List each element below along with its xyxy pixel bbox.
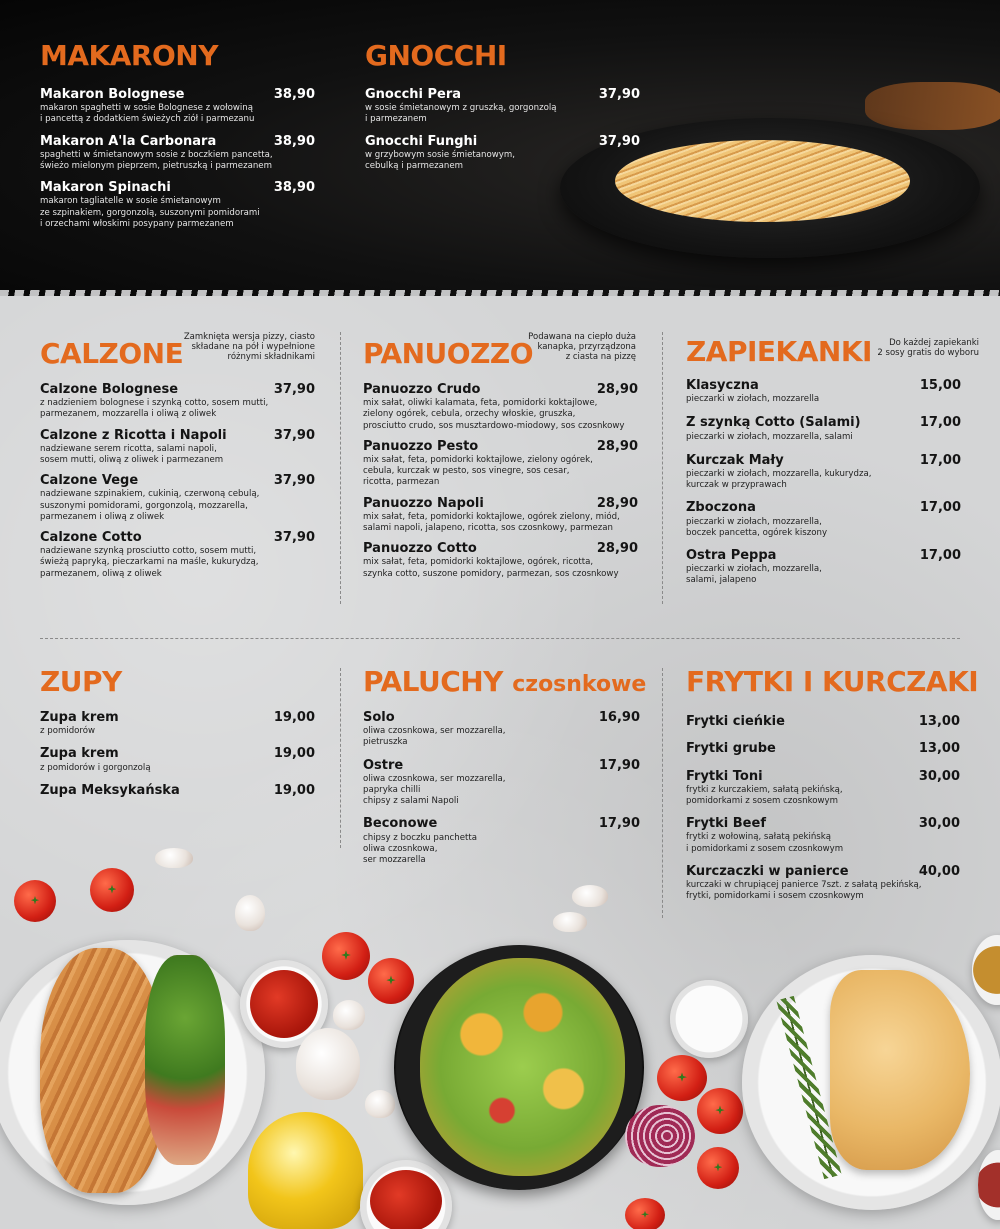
menu-item — [686, 378, 961, 405]
garlic-image — [333, 1000, 365, 1030]
menu-item — [365, 134, 640, 173]
item-price: 13,00 — [918, 714, 960, 729]
menu-item — [686, 769, 960, 808]
tomato-image — [697, 1088, 743, 1134]
item-description: z pomidorów i gorgonzolą — [40, 762, 151, 773]
menu-item — [363, 816, 640, 866]
item-name: Makaron Spinachi — [40, 180, 171, 196]
item-name: Calzone Cotto — [40, 529, 142, 545]
section-makarony — [40, 39, 315, 230]
item-name: Panuozzo Cotto — [363, 541, 477, 557]
column-divider — [662, 668, 663, 918]
section-calzone — [40, 332, 315, 580]
row-divider — [40, 638, 960, 639]
section-panuozzo — [363, 332, 638, 580]
item-price: 38,90 — [273, 133, 315, 149]
menu-item — [686, 548, 961, 587]
onion-image — [625, 1105, 695, 1167]
section-title: GNOCCHI — [365, 39, 507, 72]
tomato-image — [90, 868, 134, 912]
item-price: 28,90 — [596, 438, 638, 454]
item-description: z pomidorów — [40, 726, 96, 737]
section-gnocchi — [365, 39, 640, 172]
item-name: Makaron A'la Carbonara — [40, 133, 217, 149]
item-name: Frytki Toni — [686, 768, 763, 784]
menu-item — [686, 714, 960, 730]
column-divider — [662, 332, 663, 604]
cream-bowl-image — [670, 980, 748, 1058]
menu-item — [40, 180, 315, 230]
menu-item — [40, 783, 315, 799]
tomato-image — [14, 880, 56, 922]
item-name: Klasyczna — [686, 378, 759, 393]
item-description: nadziewane serem ricotta, salami napoli, sosem mutti, oliwą z oliwek i parmezanem — [40, 443, 224, 466]
item-price: 28,90 — [596, 541, 638, 557]
item-price: 37,90 — [598, 87, 640, 102]
menu-item — [686, 500, 961, 539]
menu-item — [363, 758, 640, 808]
item-description: w grzybowym sosie śmietanowym, cebulką i parmezanem — [365, 149, 515, 172]
item-price: 37,90 — [273, 382, 315, 397]
item-description: pieczarki w ziołach, mozzarella, boczek pancetta, ogórek kiszony — [686, 516, 828, 538]
item-name: Zupa krem — [40, 710, 119, 725]
menu-item — [686, 864, 960, 903]
section-title: CALZONE — [40, 337, 184, 370]
section-title: PANUOZZO — [363, 337, 534, 370]
tomato-image — [625, 1198, 665, 1229]
item-name: Panuozzo Crudo — [363, 382, 481, 397]
item-name: Makaron Bolognese — [40, 87, 185, 102]
item-description: kurczaki w chrupiącej panierce 7szt. z sałatą pekińską, frytki, pomidorkami i sosem czosnkowym — [686, 879, 922, 902]
menu-item — [686, 415, 961, 442]
item-name: Beconowe — [363, 816, 438, 832]
section-note: Zamknięta wersja pizzy, ciasto składane na pół i wypełnione różnymi składnikami — [183, 332, 315, 363]
section-title: MAKARONY — [40, 39, 218, 72]
item-price: 17,00 — [919, 500, 961, 516]
item-description: makaron spaghetti w sosie Bolognese z wołowiną i pancettą z dodatkiem świeżych ziół i parmezanu — [40, 103, 255, 125]
olive-oil-image — [248, 1112, 363, 1229]
section-title: FRYTKI I KURCZAKI — [686, 665, 979, 698]
item-name: Zupa Meksykańska — [40, 782, 180, 798]
item-name: Z szynką Cotto (Salami) — [686, 415, 861, 431]
garlic-image — [572, 885, 608, 907]
menu-item — [686, 816, 960, 855]
menu-item — [40, 746, 315, 773]
menu-item — [363, 439, 638, 489]
section-zupy — [40, 665, 315, 799]
section-frytki — [686, 665, 979, 902]
section-note: Do każdej zapiekanki 2 sosy gratis do wyboru — [877, 338, 979, 359]
column-divider — [340, 668, 341, 848]
menu-item — [363, 496, 638, 535]
section-zapiekanki — [686, 335, 979, 587]
item-name: Calzone Vege — [40, 473, 139, 489]
sandwich-filling-image — [145, 955, 225, 1165]
item-name: Gnocchi Funghi — [365, 133, 478, 149]
item-price: 15,00 — [919, 378, 961, 393]
item-description: nadziewane szpinakiem, cukinią, czerwoną cebulą, suszonymi pomidorami, gorgonzolą, mozzarella, parmezanem i oliwą z oliwek — [40, 489, 260, 522]
item-description: spaghetti w śmietanowym sosie z boczkiem pancetta, świeżo mielonym pieprzem, pietruszką i parmezanem — [40, 149, 273, 172]
item-price: 17,90 — [598, 757, 640, 773]
section-note: Podawana na ciepło duża kanapka, przyrządzona z ciasta na pizzę — [528, 332, 636, 363]
item-name: Calzone z Ricotta i Napoli — [40, 427, 227, 443]
item-price: 19,00 — [273, 746, 315, 762]
item-price: 19,00 — [273, 710, 315, 725]
item-name: Panuozzo Napoli — [363, 495, 484, 511]
item-description: pieczarki w ziołach, mozzarella, salami — [686, 431, 853, 442]
item-description: nadziewane szynką prosciutto cotto, sosem mutti, świeżą papryką, pieczarkami na maśle, kukurydzą, parmezanem, oliwą z oliwek — [40, 546, 259, 579]
tomato-image — [697, 1147, 739, 1189]
menu-item — [363, 382, 638, 432]
item-price: 38,90 — [273, 87, 315, 102]
item-description: pieczarki w ziołach, mozzarella, kukurydza, kurczak w przyprawach — [686, 469, 872, 491]
tomato-image — [368, 958, 414, 1004]
menu-item — [40, 134, 315, 173]
garlic-image — [365, 1090, 395, 1118]
section-title-sub: czosnkowe — [512, 672, 647, 697]
item-name: Calzone Bolognese — [40, 382, 179, 397]
item-description: oliwa czosnkowa, ser mozzarella, papryka chilli chipsy z salami Napoli — [363, 773, 506, 807]
item-price: 17,00 — [919, 415, 961, 431]
menu-item — [40, 710, 315, 737]
item-description: makaron tagliatelle w sosie śmietanowym ze szpinakiem, gorgonzolą, suszonymi pomidorami i orzechami włoskimi posypany parmezanem — [40, 196, 260, 229]
garlic-image — [235, 895, 265, 931]
item-name: Zupa krem — [40, 746, 119, 762]
item-description: pieczarki w ziołach, mozzarella — [686, 394, 820, 405]
item-name: Kurczak Mały — [686, 452, 784, 468]
item-price: 38,90 — [273, 180, 315, 196]
tomato-image — [657, 1055, 707, 1101]
section-paluchy — [363, 665, 647, 866]
garlic-image — [553, 912, 587, 932]
item-name: Solo — [363, 710, 395, 725]
item-description: mix sałat, feta, pomidorki koktajlowe, ogórek zielony, miód, salami napoli, jalapeno, ricotta, sos czosnkowy, parmezan — [363, 511, 620, 533]
item-description: z nadzieniem bolognese i szynką cotto, sosem mutti, parmezanem, mozzarella i oliwą z oliwek — [40, 398, 269, 420]
item-description: chipsy z boczku panchetta oliwa czosnkowa, ser mozzarella — [363, 832, 478, 865]
item-description: mix sałat, feta, pomidorki koktajlowe, ogórek, ricotta, szynka cotto, suszone pomidory, parmezan, sos czosnkowy — [363, 557, 619, 579]
menu-item — [40, 473, 315, 523]
item-description: frytki z wołowiną, sałatą pekińską i pomidorkami z sosem czosnkowym — [686, 832, 844, 854]
bread-board-image — [865, 82, 1000, 130]
item-price: 37,90 — [598, 133, 640, 149]
menu-item — [40, 382, 315, 421]
menu-item — [686, 741, 960, 757]
item-price: 37,90 — [273, 473, 315, 489]
item-name: Ostre — [363, 757, 404, 773]
item-price: 16,90 — [598, 710, 640, 725]
item-description: frytki z kurczakiem, sałatą pekińską, pomidorkami z sosem czosnkowym — [686, 784, 843, 806]
item-description: mix sałat, feta, pomidorki koktajlowe, zielony ogórek, cebula, kurczak w pesto, sos vinegre, sos cesar, ricotta, parmezan — [363, 455, 593, 488]
item-price: 28,90 — [596, 495, 638, 511]
tomato-image — [322, 932, 370, 980]
item-name: Kurczaczki w panierce — [686, 863, 849, 879]
item-description: pieczarki w ziołach, mozzarella, salami, jalapeno — [686, 564, 822, 586]
item-price: 17,90 — [598, 816, 640, 832]
item-price: 17,00 — [919, 548, 961, 564]
sauce-image — [370, 1170, 442, 1229]
menu-item — [363, 541, 638, 580]
item-name: Zboczona — [686, 500, 756, 516]
item-description: oliwa czosnkowa, ser mozzarella, pietruszka — [363, 726, 506, 748]
item-price: 37,90 — [273, 427, 315, 443]
fries-salad-image — [420, 958, 625, 1176]
item-description: w sosie śmietanowym z gruszką, gorgonzolą i parmezanem — [365, 103, 557, 125]
item-name: Ostra Peppa — [686, 548, 777, 564]
garlic-image — [155, 848, 193, 868]
section-title — [363, 665, 647, 698]
section-title: ZAPIEKANKI — [686, 335, 872, 368]
section-title: ZUPY — [40, 665, 122, 698]
garlic-image — [296, 1028, 360, 1100]
column-divider — [340, 332, 341, 604]
menu-item — [40, 87, 315, 126]
item-name: Gnocchi Pera — [365, 87, 462, 102]
item-price: 19,00 — [273, 782, 315, 798]
item-price: 13,00 — [918, 741, 960, 757]
item-price: 17,00 — [919, 452, 961, 468]
spaghetti-image — [615, 140, 910, 222]
menu-item — [365, 87, 640, 126]
section-title-main: PALUCHY — [363, 665, 503, 698]
item-name: Frytki cieńkie — [686, 714, 785, 729]
calzone-image — [830, 970, 970, 1170]
item-price: 40,00 — [918, 863, 960, 879]
item-name: Frytki Beef — [686, 816, 766, 832]
menu-item — [686, 453, 961, 492]
item-name: Panuozzo Pesto — [363, 438, 479, 454]
item-price: 30,00 — [918, 768, 960, 784]
menu-item — [363, 710, 640, 749]
item-price: 28,90 — [596, 382, 638, 397]
item-price: 30,00 — [918, 816, 960, 832]
item-price: 37,90 — [273, 529, 315, 545]
item-name: Frytki grube — [686, 741, 776, 757]
item-description: mix sałat, oliwki kalamata, feta, pomidorki koktajlowe, zielony ogórek, cebula, orzechy włoskie, gruszka, prosciutto crudo, sos musztardowo-miodowy, sos czosnkowy — [363, 398, 625, 431]
menu-item — [40, 428, 315, 467]
menu-item — [40, 530, 315, 580]
ketchup-image — [250, 970, 318, 1038]
